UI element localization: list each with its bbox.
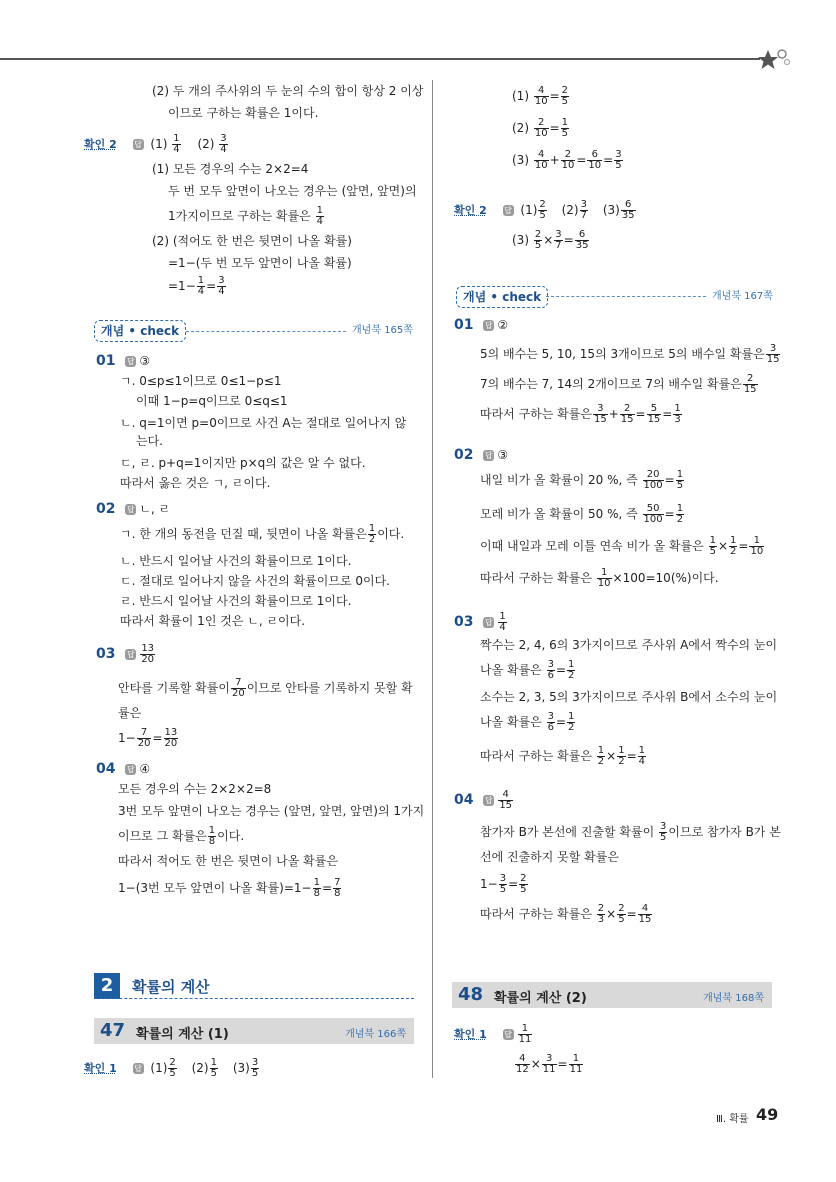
text-line: 따라서 옳은 것은 ㄱ, ㄹ이다.: [120, 476, 271, 490]
confirm-2-row: [84, 134, 229, 155]
math-line: (2) $\frac{2}{10}$ = $\frac{1}{5}$: [512, 117, 568, 139]
text-line: 두 번 모두 앞면이 나오는 경우는 (앞면, 앞면)의: [168, 184, 417, 198]
text-line: 이때 1−p=q이므로 0≤q≤1: [136, 394, 288, 408]
lesson-47-header: 47 확률의 계산 (1) 개념북 166쪽: [94, 1018, 414, 1044]
concept-rule: [186, 331, 346, 332]
answer-icon: 답: [504, 1030, 512, 1039]
question-04: 04 답 $\frac{4}{15}$: [454, 789, 513, 811]
text-line: (1) 모든 경우의 수는 2×2=4: [152, 162, 309, 176]
text-line: 따라서 구하는 확률은 $\frac{2}{3}$ × $\frac{2}{5}$ = $\frac{4}{15}$: [480, 903, 652, 925]
answer-icon: 답: [484, 321, 493, 330]
text-line: 모레 비가 올 확률이 50 %, 즉 $\frac{50}{100}$ = $\frac{1}{2}$: [480, 503, 684, 525]
answer-icon: 답: [126, 765, 135, 774]
text-line: ㄱ. 한 개의 동전을 던질 때, 뒷면이 나올 확률은 $\frac{1}{2}$ 이다.: [120, 523, 405, 545]
answer-icon: 답: [484, 451, 493, 460]
concept-ref: 개념북 165쪽: [352, 325, 413, 336]
confirm-1-row: 확인 1 답 $\frac{1}{11}$: [454, 1023, 532, 1045]
concept-rule: [546, 296, 706, 297]
lesson-48-header: 48 확률의 계산 (2) 개념북 168쪽: [452, 982, 772, 1008]
confirm-label: 확인 2: [84, 138, 117, 151]
text-line: 1− $\frac{7}{20}$ = $\frac{13}{20}$: [118, 727, 178, 749]
text-line: 따라서 확률이 1인 것은 ㄴ, ㄹ이다.: [120, 614, 306, 628]
text-line: ㄹ. 반드시 일어날 사건의 확률이므로 1이다.: [120, 594, 352, 608]
section-number: 2: [94, 973, 120, 999]
question-04: 04 답 ④: [96, 761, 151, 777]
text-line: 3번 모두 앞면이 나오는 경우는 (앞면, 앞면, 앞면)의 1가지: [118, 804, 425, 818]
text-line: 이므로 구하는 확률은 1이다.: [168, 106, 319, 120]
text-line: ㄴ. 반드시 일어날 사건의 확률이므로 1이다.: [120, 554, 352, 568]
question-02: 02 답 ③: [454, 447, 509, 463]
answer-part: (2): [197, 137, 215, 151]
answer-icon: 답: [484, 796, 493, 805]
math-line: (1) $\frac{4}{10}$ = $\frac{2}{5}$: [512, 85, 568, 107]
answer-icon: 답: [134, 140, 142, 149]
question-01: 01 답 ③: [96, 353, 151, 369]
answer-icon: 답: [484, 618, 493, 627]
text-line: 짝수는 2, 4, 6의 3가지이므로 주사위 A에서 짝수의 눈이: [480, 638, 778, 652]
text-line: 나올 확률은 $\frac{3}{6}$ = $\frac{1}{2}$: [480, 659, 575, 681]
answer-icon: 답: [134, 1064, 142, 1073]
text-line: 모든 경우의 수는 2×2×2=8: [118, 782, 272, 796]
answer-icon: 답: [126, 505, 135, 514]
header-rule: [0, 58, 760, 60]
concept-ref: 개념북 167쪽: [712, 291, 773, 302]
text-line: ㄷ. 절대로 일어나지 않을 사건의 확률이므로 0이다.: [120, 574, 390, 588]
text-line: 5의 배수는 5, 10, 15의 3개이므로 5의 배수일 확률은 $\frac{3}{15}$: [480, 343, 780, 365]
confirm-1-row: 확인 1 답 (1) $\frac{2}{5}$ (2) $\frac{1}{5}$ (3) $\frac{3}{5}$: [84, 1057, 259, 1079]
chapter-label: Ⅲ. 확률: [716, 1114, 749, 1125]
answer-icon: 답: [126, 357, 135, 366]
text-line: 이때 내일과 모레 이틀 연속 비가 올 확률은 $\frac{1}{5}$ × $\frac{1}{2}$ = $\frac{1}{10}$: [480, 535, 764, 557]
concept-check-label: 개념 • check: [94, 320, 186, 342]
text-line: ㄱ. 0≤p≤1이므로 0≤1−p≤1: [120, 374, 282, 388]
star-icon: [756, 46, 792, 74]
concept-check-label: 개념 • check: [456, 286, 548, 308]
text-line: (2) (적어도 한 번은 뒷면이 나올 확률): [152, 234, 352, 248]
question-02: 02 답 ㄴ, ㄹ: [96, 501, 171, 517]
answer-icon: 답: [504, 206, 512, 215]
text-line: 따라서 구하는 확률은 $\frac{3}{15}$ + $\frac{2}{15}$ = $\frac{5}{15}$ = $\frac{1}{3}$: [480, 403, 681, 425]
text-line: =1−(두 번 모두 앞면이 나올 확률): [168, 256, 352, 270]
math-line: (3) $\frac{4}{10}$ + $\frac{2}{10}$ = $\frac{6}{10}$ = $\frac{3}{5}$: [512, 149, 622, 171]
fraction: $\frac{3}{4}$: [220, 133, 227, 155]
text-line: 선에 진출하지 못할 확률은: [480, 850, 619, 864]
text-line: 1−(3번 모두 앞면이 나올 확률)=1− $\frac{1}{8}$ = $\frac{7}{8}$: [118, 877, 341, 899]
section-rule: [94, 998, 414, 999]
text-line: 따라서 구하는 확률은 $\frac{1}{10}$ ×100=10(%)이다.: [480, 567, 719, 589]
text-line: ㄷ, ㄹ. p+q=1이지만 p×q의 값은 알 수 없다.: [120, 456, 366, 470]
text-line: 따라서 적어도 한 번은 뒷면이 나올 확률은: [118, 854, 338, 868]
text-line: 소수는 2, 3, 5의 3가지이므로 주사위 B에서 소수의 눈이: [480, 690, 778, 704]
answer-part: (1): [150, 137, 168, 151]
text-line: (2) 두 개의 주사위의 두 눈의 수의 합이 항상 2 이상: [152, 84, 424, 98]
section-title: 확률의 계산: [132, 978, 210, 996]
math-line: $\frac{4}{12}$ × $\frac{3}{11}$ = $\frac{1}{11}$: [516, 1053, 583, 1075]
text-line: 안타를 기록할 확률이 $\frac{7}{20}$ 이므로 안타를 기록하지 못할 확: [118, 677, 413, 699]
question-03: 03 답 $\frac{1}{4}$: [454, 611, 506, 633]
text-line: 7의 배수는 7, 14의 2개이므로 7의 배수일 확률은 $\frac{2}{15}$: [480, 373, 757, 395]
text-line: 률은: [118, 706, 142, 720]
text-line: 나올 확률은 $\frac{3}{6}$ = $\frac{1}{2}$: [480, 711, 575, 733]
question-03: 03 답 $\frac{13}{20}$: [96, 643, 155, 665]
page-number: 49: [756, 1105, 779, 1124]
text-line: 1− $\frac{3}{5}$ = $\frac{2}{5}$: [480, 873, 527, 895]
text-line: 는다.: [136, 434, 163, 448]
math-line: (3) $\frac{2}{5}$ × $\frac{3}{7}$ = $\frac{6}{35}$: [512, 229, 589, 251]
answer-icon: 답: [126, 650, 135, 659]
text-line: 참가자 B가 본선에 진출할 확률이 $\frac{3}{5}$ 이므로 참가자 B가 본: [480, 821, 781, 843]
text-line: ㄴ. q=1이면 p=0이므로 사건 A는 절대로 일어나지 않: [120, 416, 407, 430]
fraction: $\frac{1}{4}$: [173, 133, 180, 155]
text-line: 이므로 그 확률은 $\frac{1}{8}$ 이다.: [118, 825, 245, 847]
column-divider: [432, 80, 433, 1078]
confirm-2-row: 확인 2 답 (1) $\frac{2}{5}$ (2) $\frac{3}{7}$ (3) $\frac{6}{35}$: [454, 199, 635, 221]
text-line: 1가지이므로 구하는 확률은 $\frac{1}{4}$: [168, 205, 323, 227]
text-line: 내일 비가 올 확률이 20 %, 즉 $\frac{20}{100}$ = $\frac{1}{5}$: [480, 469, 684, 491]
text-line: 따라서 구하는 확률은 $\frac{1}{2}$ × $\frac{1}{2}$ = $\frac{1}{4}$: [480, 745, 646, 767]
question-01: 01 답 ②: [454, 317, 509, 333]
text-line: =1− $\frac{1}{4}$ = $\frac{3}{4}$: [168, 275, 225, 297]
